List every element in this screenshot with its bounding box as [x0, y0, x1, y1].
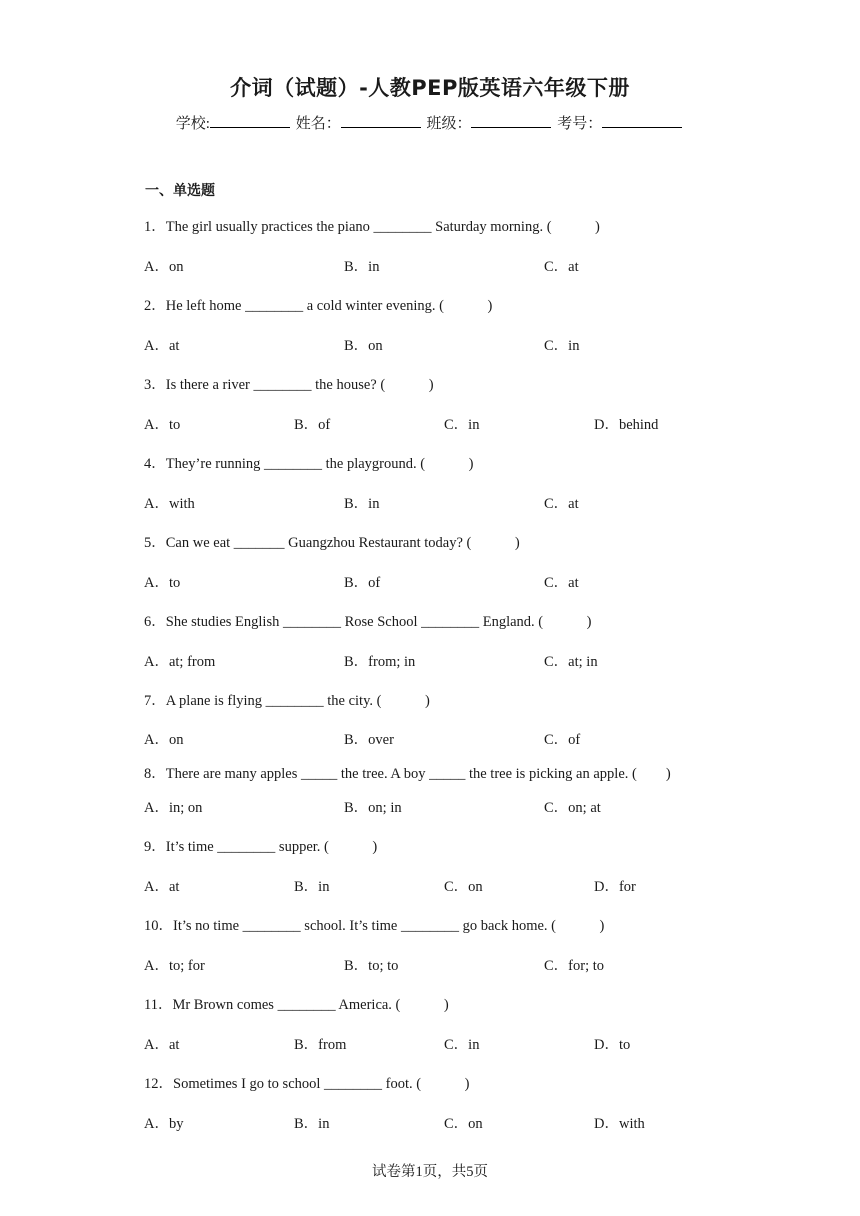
option-a[interactable]: A．at: [144, 879, 180, 895]
exam-number-blank: [602, 113, 682, 128]
question-11: 11．Mr Brown comes ________ America. ( ): [144, 997, 449, 1013]
question-2-options: [144, 334, 784, 354]
question-1-options: [144, 255, 784, 275]
option-b[interactable]: B．in: [294, 879, 330, 895]
option-b[interactable]: B．of: [294, 417, 331, 433]
option-a[interactable]: A．at: [144, 338, 180, 354]
question-10: 10．It’s no time ________ school. It’s time ________ go back home. ( ): [144, 918, 605, 934]
option-b[interactable]: B．from: [294, 1037, 347, 1053]
option-a[interactable]: A．to; for: [144, 958, 205, 974]
option-b[interactable]: B．on: [344, 338, 383, 354]
option-b[interactable]: B．over: [344, 732, 394, 748]
option-c[interactable]: C．on: [444, 879, 483, 895]
option-c[interactable]: C．in: [444, 1037, 480, 1053]
question-7-options: [144, 728, 784, 748]
question-10-options: [144, 954, 784, 974]
option-b[interactable]: B．in: [344, 496, 380, 512]
option-a[interactable]: A．at; from: [144, 654, 216, 670]
option-d[interactable]: D．for: [594, 879, 636, 895]
option-d[interactable]: D．with: [594, 1116, 645, 1132]
page-title: 介词（试题）-人教PEP版英语六年级下册: [230, 76, 630, 100]
question-8: 8．There are many apples _____ the tree. A boy _____ the tree is picking an apple. ( ): [144, 766, 671, 782]
school-blank: [210, 113, 290, 128]
option-a[interactable]: A．on: [144, 259, 184, 275]
option-a[interactable]: A．to: [144, 575, 181, 591]
option-a[interactable]: A．at: [144, 1037, 180, 1053]
question-8-options: [144, 796, 784, 816]
question-6-options: [144, 650, 784, 670]
option-c[interactable]: C．at: [544, 259, 579, 275]
question-4-options: [144, 492, 784, 512]
option-a[interactable]: A．on: [144, 732, 184, 748]
question-4: 4．They’re running ________ the playground. ( ): [144, 456, 474, 472]
option-c[interactable]: C．at: [544, 575, 579, 591]
option-c[interactable]: C．in: [444, 417, 480, 433]
option-b[interactable]: B．from; in: [344, 654, 416, 670]
class-label: 班级：: [426, 116, 472, 132]
name-label: 姓名：: [295, 116, 341, 132]
option-d[interactable]: D．behind: [594, 417, 659, 433]
class-blank: [471, 113, 551, 128]
school-label: 学校:: [175, 116, 210, 132]
option-d[interactable]: D．to: [594, 1037, 631, 1053]
question-7: 7．A plane is flying ________ the city. ( ): [144, 693, 430, 709]
question-12: 12．Sometimes I go to school ________ foot. ( ): [144, 1076, 470, 1092]
option-c[interactable]: C．in: [544, 338, 580, 354]
option-b[interactable]: B．to; to: [344, 958, 399, 974]
question-3: 3．Is there a river ________ the house? ( ): [144, 377, 434, 393]
option-b[interactable]: B．in: [344, 259, 380, 275]
option-c[interactable]: C．on; at: [544, 800, 601, 816]
option-c[interactable]: C．on: [444, 1116, 483, 1132]
question-5-options: [144, 571, 784, 591]
option-b[interactable]: B．of: [344, 575, 381, 591]
student-info-line: [0, 112, 860, 133]
name-blank: [341, 113, 421, 128]
question-11-options: [144, 1033, 784, 1053]
question-12-options: [144, 1112, 784, 1132]
question-5: 5．Can we eat _______ Guangzhou Restaurant today? ( ): [144, 535, 520, 551]
option-a[interactable]: A．by: [144, 1116, 184, 1132]
option-a[interactable]: A．with: [144, 496, 195, 512]
option-c[interactable]: C．of: [544, 732, 581, 748]
section-title: 一、单选题: [145, 183, 215, 199]
option-a[interactable]: A．in; on: [144, 800, 203, 816]
option-b[interactable]: B．in: [294, 1116, 330, 1132]
question-2: 2．He left home ________ a cold winter evening. ( ): [144, 298, 493, 314]
option-c[interactable]: C．at: [544, 496, 579, 512]
question-9: 9．It’s time ________ supper. ( ): [144, 839, 378, 855]
option-a[interactable]: A．to: [144, 417, 181, 433]
question-6: 6．She studies English ________ Rose School ________ England. ( ): [144, 614, 592, 630]
option-c[interactable]: C．for; to: [544, 958, 605, 974]
question-3-options: [144, 413, 784, 433]
question-1: 1．The girl usually practices the piano ________ Saturday morning. ( ): [144, 219, 600, 235]
page-footer: 试卷第1页，共5页: [372, 1164, 488, 1180]
option-c[interactable]: C．at; in: [544, 654, 598, 670]
option-b[interactable]: B．on; in: [344, 800, 402, 816]
exam-number-label: 考号：: [557, 116, 603, 132]
question-9-options: [144, 875, 784, 895]
